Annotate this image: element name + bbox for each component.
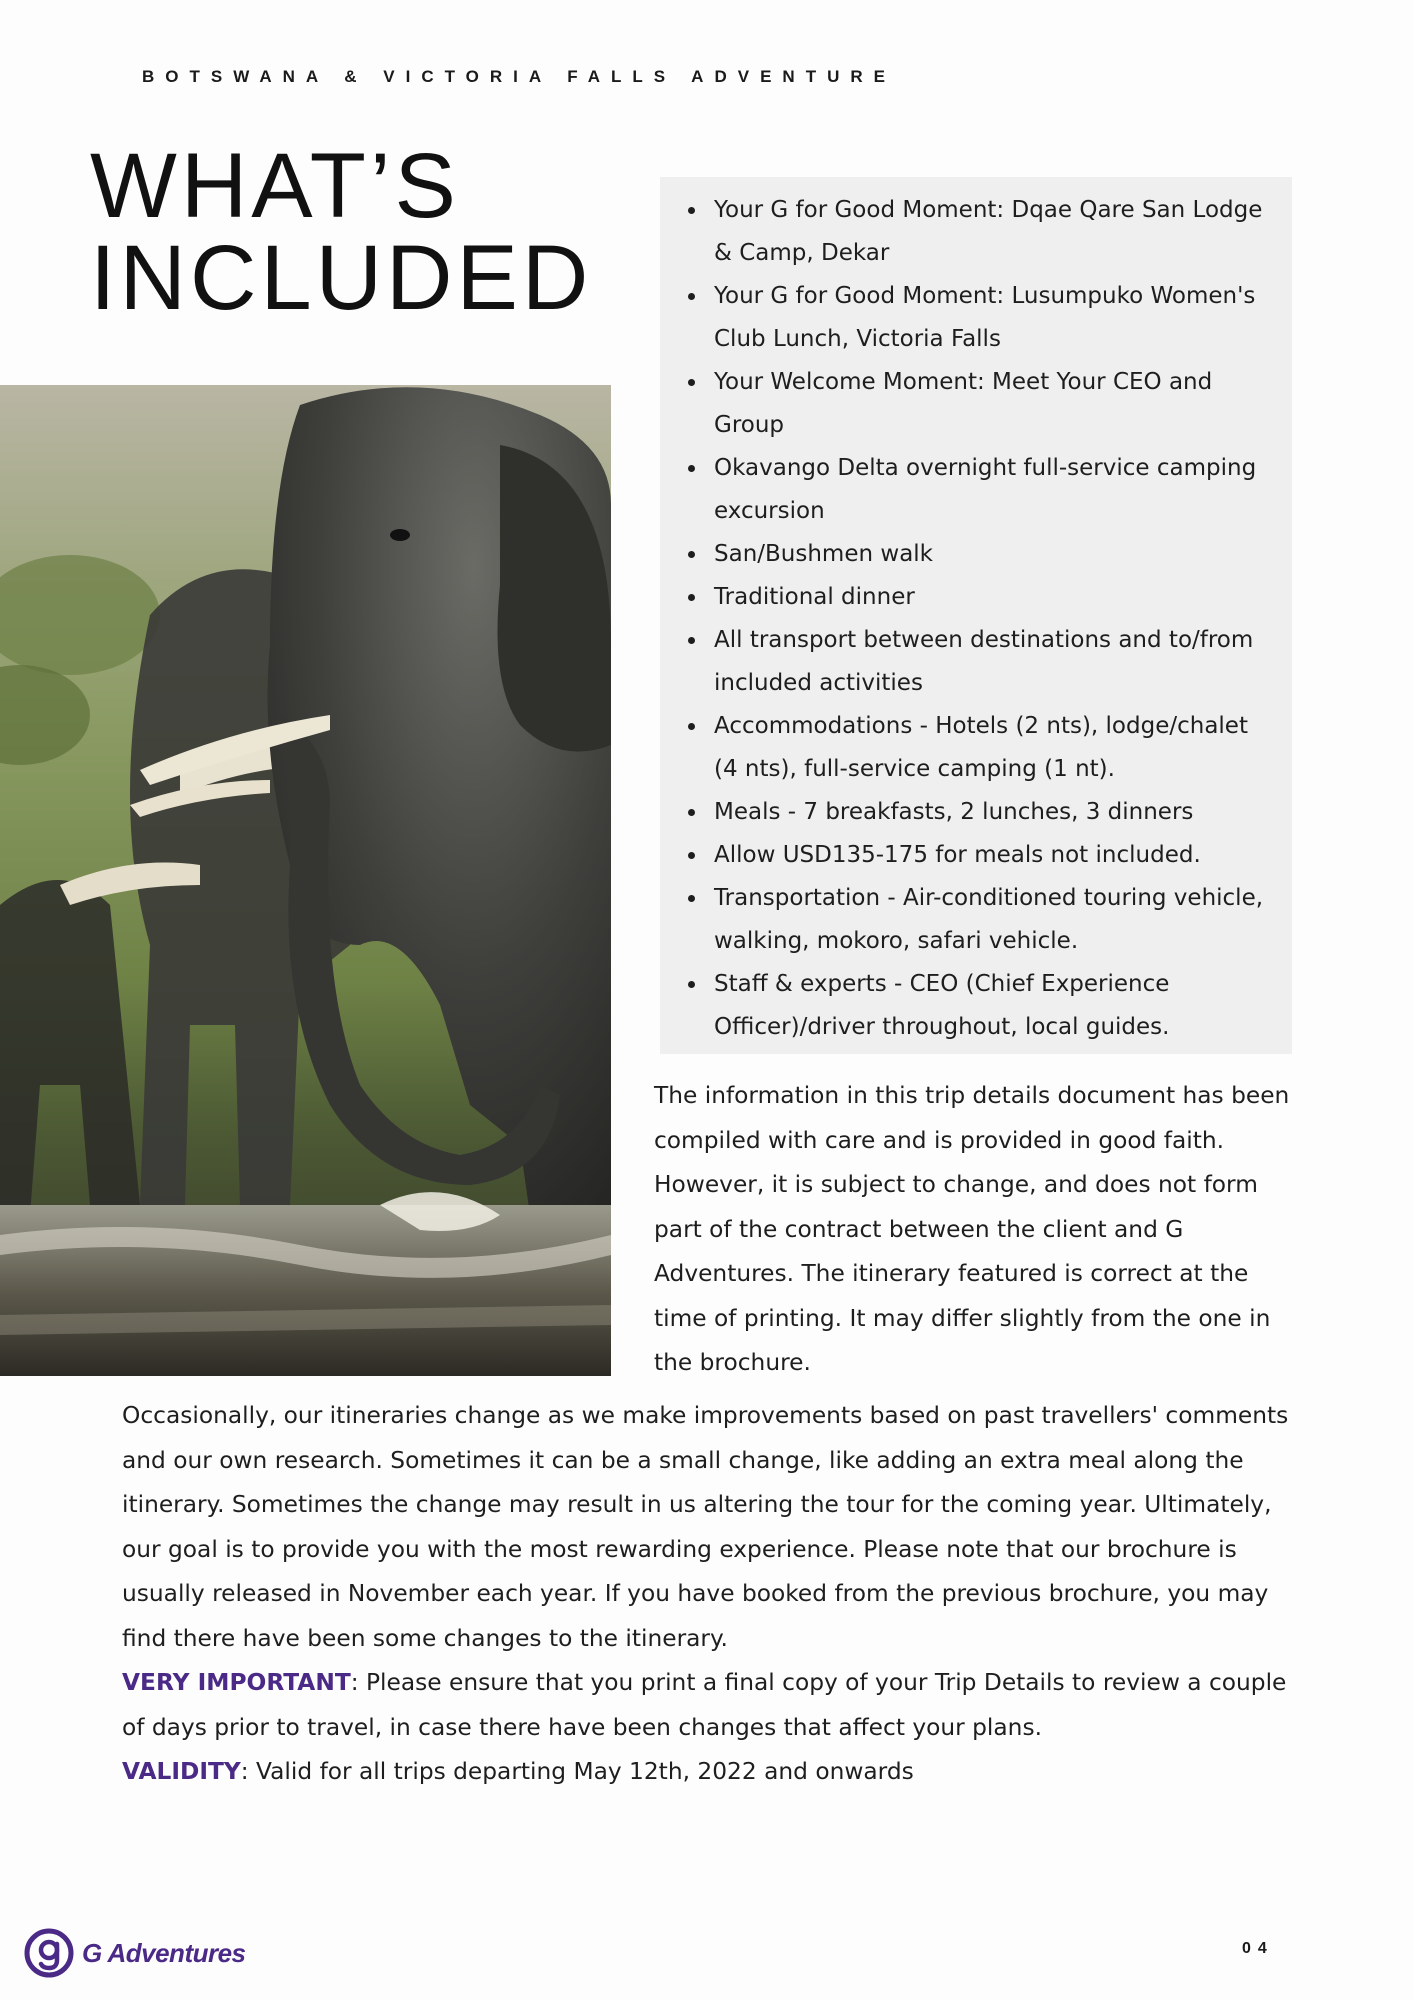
brand-logo <box>24 1928 246 1978</box>
page-number: 04 <box>1242 1940 1274 1957</box>
list-item: • Traditional dinner <box>708 576 1270 619</box>
list-item: • Meals - 7 breakfasts, 2 lunches, 3 dinners <box>708 791 1270 834</box>
body-text <box>122 1394 1302 1795</box>
very-important-text: : Please ensure that you print a final copy of your Trip Details to review a couple of days prior to travel, in case there have been changes that affect your plans. <box>122 1669 1287 1741</box>
list-item: • Your Welcome Moment: Meet Your CEO and Group <box>708 361 1270 447</box>
validity-paragraph <box>122 1750 1302 1795</box>
disclaimer-paragraph: The information in this trip details document has been compiled with care and is provided in good faith. However, it is subject to change, and does not form part of the contract between the client and G Adventures. The itinerary featured is correct at the time of printing. It may differ slightly from the one in the brochure. <box>654 1082 1290 1376</box>
g-adventures-logo-icon <box>24 1928 74 1978</box>
included-items-box <box>660 177 1292 1054</box>
validity-label: VALIDITY <box>122 1758 241 1785</box>
list-item: • Staff & experts - CEO (Chief Experience Officer)/driver throughout, local guides. <box>708 963 1270 1049</box>
list-item: • Allow USD135-175 for meals not included. <box>708 834 1270 877</box>
list-item: • Okavango Delta overnight full-service camping excursion <box>708 447 1270 533</box>
itinerary-changes-paragraph: Occasionally, our itineraries change as we make improvements based on past travellers' comments and our own research. Sometimes it can be a small change, like adding an extra meal along the itinerary. Sometimes the change may result in us altering the tour for the coming year. Ultimately, our goal is to provide you with the most rewarding experience. Please note that our brochure is usually released in November each year. If you have booked from the previous brochure, you may find there have been some changes to the itinerary. <box>122 1402 1289 1652</box>
page-title-line-1: WHAT’S <box>90 135 460 237</box>
list-item: • San/Bushmen walk <box>708 533 1270 576</box>
list-item: • Your G for Good Moment: Lusumpuko Women's Club Lunch, Victoria Falls <box>708 275 1270 361</box>
included-items-list <box>682 189 1270 1049</box>
document-eyebrow: BOTSWANA & VICTORIA FALLS ADVENTURE <box>142 67 896 86</box>
list-item: • Accommodations - Hotels (2 nts), lodge/chalet (4 nts), full-service camping (1 nt). <box>708 705 1270 791</box>
elephant-photo <box>0 385 611 1376</box>
very-important-paragraph <box>122 1661 1302 1750</box>
validity-text: : Valid for all trips departing May 12th, 2022 and onwards <box>240 1758 914 1785</box>
list-item: • All transport between destinations and to/from included activities <box>708 619 1270 705</box>
page-title <box>90 135 593 329</box>
brand-name: G Adventures <box>82 1937 246 1968</box>
list-item: • Transportation - Air-conditioned touring vehicle, walking, mokoro, safari vehicle. <box>708 877 1270 963</box>
list-item: • Your G for Good Moment: Dqae Qare San Lodge & Camp, Dekar <box>708 189 1270 275</box>
page-title-line-2: INCLUDED <box>90 227 593 329</box>
elephant-illustration <box>0 385 611 1376</box>
very-important-label: VERY IMPORTANT <box>122 1669 351 1696</box>
